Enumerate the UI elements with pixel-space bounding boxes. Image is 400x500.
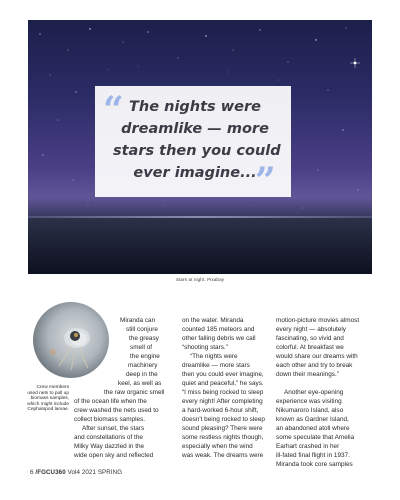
article-line: Milky Way dazzled in the (74, 443, 145, 450)
article-line: each other and try to break (276, 362, 353, 369)
article-paragraph (74, 316, 166, 424)
article-paragraph (182, 316, 264, 352)
article-line: on the water. Miranda (182, 317, 244, 324)
photo-caption-line: which might include (27, 401, 69, 407)
sea (28, 218, 372, 274)
photo-caption-line: biomass samples, (30, 396, 69, 402)
pull-quote (95, 86, 291, 202)
article-line: was weak. The dreams were (182, 452, 264, 459)
photo-caption (15, 385, 69, 413)
article-line: dreamlike — more stars (182, 362, 250, 369)
article-line: fascinating, so vivid and (276, 335, 344, 342)
article-line: smell of (130, 344, 153, 351)
article-line: especially when the wind (182, 443, 253, 450)
page-footer (30, 469, 122, 476)
article-line: Another eye-opening (284, 389, 344, 396)
article-line: every night — absolutely (276, 326, 346, 333)
article-line: colorful. At breakfast we (276, 344, 344, 351)
hero-caption: Stars at night. Pixabay (175, 277, 225, 282)
open-quote-mark: “ (103, 89, 124, 131)
article-paragraph (182, 352, 264, 460)
article-line: would share our dreams with (276, 353, 358, 360)
article-paragraph (74, 424, 166, 460)
pull-quote-line: The nights were (129, 99, 261, 115)
article-line: doesn't being rocked to sleep (182, 416, 265, 423)
article-line: “The nights were (190, 353, 238, 360)
pull-quote-line: stars then you could (113, 143, 281, 159)
article-line: Miranda can (120, 317, 156, 324)
article-line: machinery (128, 362, 158, 369)
article-line: sound pleasing? There were (182, 425, 263, 432)
page-number: 6 (30, 469, 34, 476)
article-line: every night! After completing (182, 398, 263, 405)
article-line: then you could ever imagine, (182, 371, 264, 378)
article-line: known as Gardner Island, (276, 416, 349, 423)
article-line: a hard-worked 6-hour shift, (182, 407, 259, 414)
pull-quote-line: dreamlike — more (121, 121, 269, 137)
article-line: Earhart crashed in her (276, 443, 340, 450)
photo-caption-line: Cephalopod larvae. (27, 407, 69, 413)
article-line: wide open sky and reflected (74, 452, 154, 459)
article-line: the engine (130, 353, 160, 360)
article-line: down their meanings.” (276, 371, 339, 378)
article-line: of the ocean life when the (74, 398, 147, 405)
hero-image (28, 20, 372, 274)
article-line: other falling debris we call (182, 335, 256, 342)
article-column-2 (182, 316, 264, 460)
pull-quote-line: ever imagine... (133, 165, 257, 181)
issue-label: Vol4 2021 SPRING (67, 469, 123, 476)
article-line: crew washed the nets used to (74, 407, 159, 414)
article-line: After sunset, the stars (82, 425, 145, 432)
close-quote-mark: ” (255, 160, 276, 202)
article-line: keel, as well as (118, 380, 162, 387)
magazine-brand: /FGCU360 (35, 469, 66, 476)
article-line: some restless nights though, (182, 434, 264, 441)
photo-caption-line: Crew members (36, 385, 69, 390)
article-paragraph (276, 388, 360, 469)
article-line: collect biomass samples. (74, 416, 146, 423)
article-line: counted 185 meteors and (182, 326, 255, 333)
article-line: “I miss being rocked to sleep (182, 389, 264, 396)
article-column-1 (74, 316, 166, 460)
article-line: Nikumaroro Island, also (276, 407, 344, 414)
article-line: still conjure (126, 326, 158, 333)
article-paragraph (276, 316, 360, 379)
article-line: the greasy (129, 335, 159, 342)
article-line: an abandoned atoll where (276, 425, 350, 432)
article-line: the raw organic smell (104, 389, 165, 396)
article-line: experience was visiting (276, 398, 342, 405)
article-line: deep in the (126, 371, 158, 378)
article-line: motion-picture movies almost (276, 317, 360, 324)
photo-caption-line: used nets to pull up (27, 390, 69, 396)
article-line: ill-fated final flight in 1937. (276, 452, 350, 459)
article-line: quiet and peaceful,” he says. (182, 380, 264, 387)
article-line: “shooting stars.” (182, 344, 228, 351)
article-line: Miranda took core samples (276, 461, 353, 468)
article-column-3 (276, 316, 360, 469)
article-line: and constellations of the (74, 434, 143, 441)
article-line: some speculate that Amelia (276, 434, 355, 441)
